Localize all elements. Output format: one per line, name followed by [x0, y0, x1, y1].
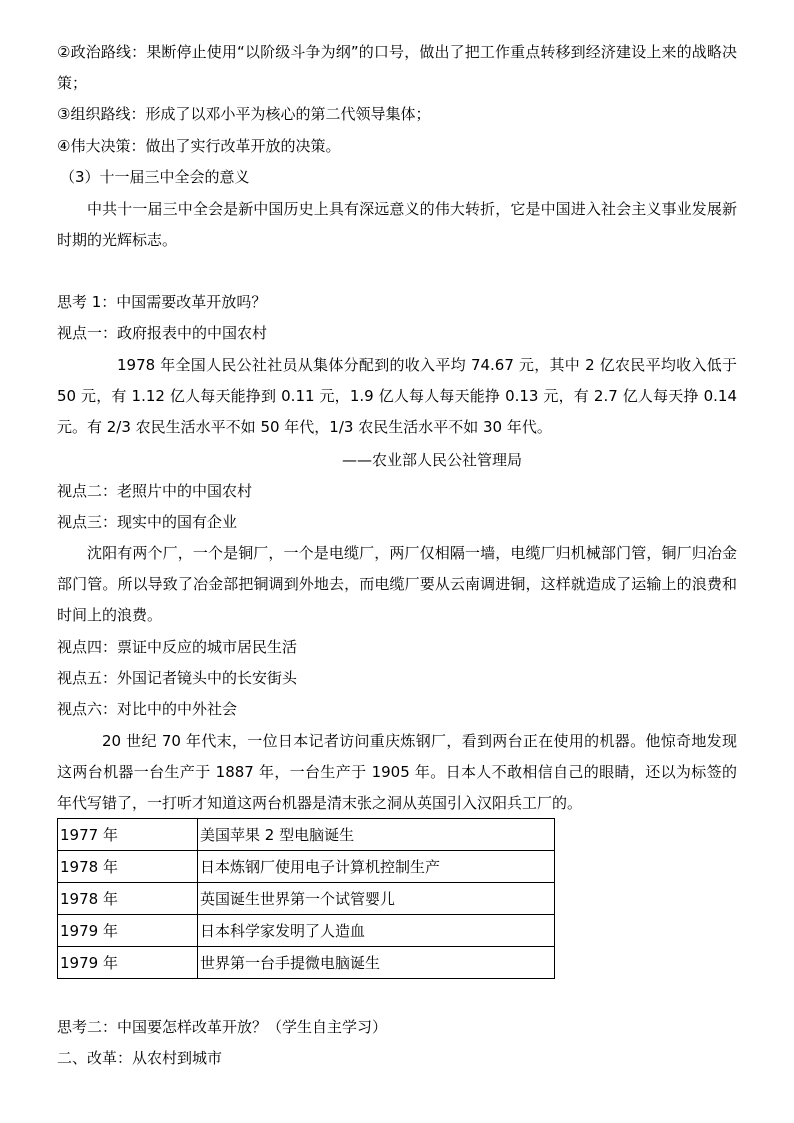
table-cell-year: 1978 年: [58, 883, 198, 915]
table-row: [58, 915, 555, 947]
world-events-table: [57, 818, 555, 979]
view-1-heading: 视点一：政府报表中的中国农村: [57, 324, 268, 342]
table-cell-event: 英国诞生世界第一个试管婴儿: [198, 883, 555, 915]
view-6-paragraph: 20 世纪 70 年代末，一位日本记者访问重庆炼钢厂，看到两台正在使用的机器。他惊奇地发现这两台机器一台生产于 1887 年，一台生产于 1905 年。日本人不敢相信自己的眼睛，还以为标签的年代写错了，一打听才知道这两台机器是清末张之洞从英国引入汉阳兵工厂的。: [57, 732, 737, 812]
thinking-2-heading: 思考二：中国要怎样改革开放？（学生自主学习）: [57, 1018, 388, 1036]
table-cell-event: 日本炼钢厂使用电子计算机控制生产: [198, 851, 555, 883]
view-1-source: ——农业部人民公社管理局: [341, 451, 522, 469]
significance-paragraph: 中共十一届三中全会是新中国历史上具有深远意义的伟大转折，它是中国进入社会主义事业发展新时期的光辉标志。: [57, 200, 737, 249]
view-4-heading: 视点四：票证中反应的城市居民生活: [57, 638, 298, 656]
table-cell-year: 1979 年: [58, 915, 198, 947]
table-row: [58, 851, 555, 883]
table-cell-year: 1977 年: [58, 819, 198, 851]
political-line-paragraph: ②政治路线：果断停止使用“以阶级斗争为纲”的口号，做出了把工作重点转移到经济建设上来的战略决策；: [57, 43, 737, 92]
significance-heading: （3）十一届三中全会的意义: [60, 168, 250, 186]
table-cell-year: 1979 年: [58, 947, 198, 979]
view-3-heading: 视点三：现实中的国有企业: [57, 513, 238, 531]
table-cell-event: 世界第一台手提微电脑诞生: [198, 947, 555, 979]
view-2-heading: 视点二：老照片中的中国农村: [57, 482, 253, 500]
table-row: [58, 819, 555, 851]
table-row: [58, 883, 555, 915]
view-6-heading: 视点六：对比中的中外社会: [57, 700, 238, 718]
table-row: [58, 947, 555, 979]
view-5-heading: 视点五：外国记者镜头中的长安街头: [57, 669, 298, 687]
table-cell-event: 日本科学家发明了人造血: [198, 915, 555, 947]
thinking-1-heading: 思考 1：中国需要改革开放吗？: [57, 293, 267, 311]
view-1-paragraph: 1978 年全国人民公社社员从集体分配到的收入平均 74.67 元，其中 2 亿农民平均收入低于 50 元，有 1.12 亿人每天能挣到 0.11 元，1.9 亿人每人每天能挣 0.13 元，有 2.7 亿人每天挣 0.14 元。有 2/3 农民生活水平不如 50 年代，1/3 农民生活水平不如 30 年代。: [57, 356, 737, 436]
great-decision-paragraph: ④伟大决策：做出了实行改革开放的决策。: [57, 137, 341, 155]
table-cell-event: 美国苹果 2 型电脑诞生: [198, 819, 555, 851]
section-2-heading: 二、改革：从农村到城市: [57, 1049, 223, 1067]
view-3-paragraph: 沈阳有两个厂，一个是铜厂，一个是电缆厂，两厂仅相隔一墙，电缆厂归机械部门管，铜厂归冶金部门管。所以导致了冶金部把铜调到外地去，而电缆厂要从云南调进铜，这样就造成了运输上的浪费和时间上的浪费。: [57, 544, 737, 624]
table-cell-year: 1978 年: [58, 851, 198, 883]
organization-line-paragraph: ③组织路线：形成了以邓小平为核心的第二代领导集体；: [57, 105, 431, 123]
